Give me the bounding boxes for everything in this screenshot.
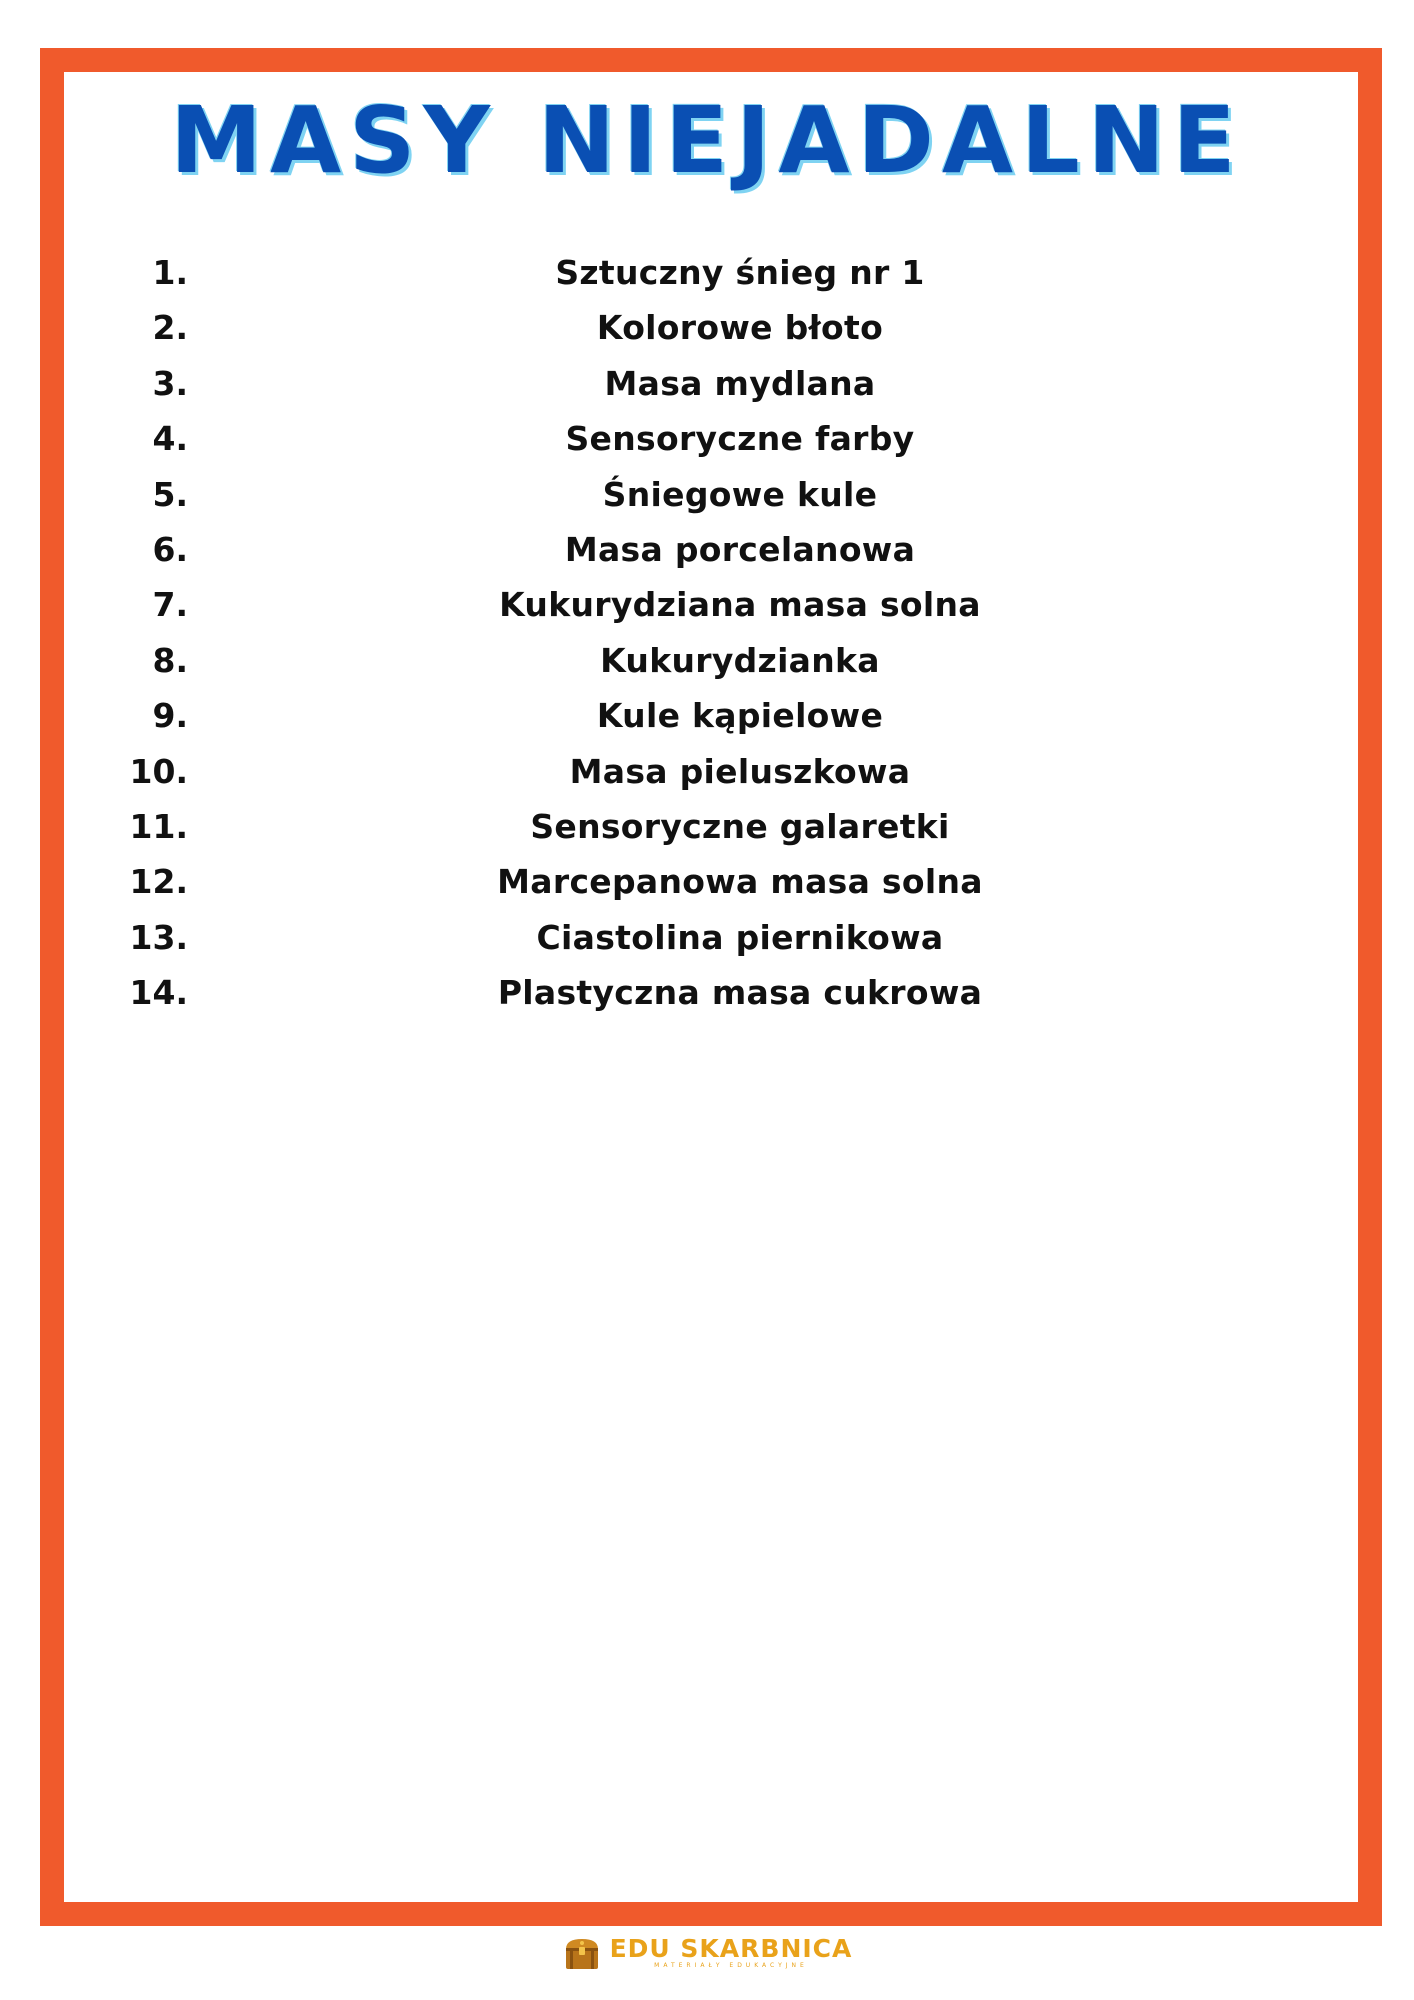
- logo-text: [610, 1936, 853, 1970]
- footer-logo: [0, 1928, 1414, 1978]
- logo-name: EDU SKARBNICA: [609, 1934, 853, 1963]
- list-item: [0, 305, 1414, 360]
- list-item: [0, 859, 1414, 914]
- list-item: [0, 527, 1414, 582]
- item-number: 6.: [152, 529, 188, 569]
- item-name: Sensoryczne farby: [565, 419, 915, 459]
- item-number: 5.: [152, 474, 188, 514]
- masses-list: [0, 250, 1414, 1025]
- list-item: [0, 638, 1414, 693]
- logo-subtitle: MATERIAŁY EDUKACYJNE: [654, 1962, 808, 1969]
- list-item: [0, 416, 1414, 471]
- item-name: Kolorowe błoto: [596, 308, 884, 348]
- item-name: Masa pieluszkowa: [569, 751, 911, 791]
- item-number: 7.: [152, 585, 188, 625]
- item-name: Plastyczna masa cukrowa: [497, 973, 983, 1013]
- item-number: 10.: [129, 751, 188, 791]
- item-number: 13.: [129, 917, 188, 957]
- item-name: Ciastolina piernikowa: [536, 917, 944, 957]
- item-number: 8.: [152, 640, 188, 680]
- item-number: 1.: [152, 253, 188, 292]
- item-number: 11.: [129, 806, 188, 846]
- item-number: 12.: [129, 862, 188, 902]
- item-name: Sensoryczne galaretki: [530, 806, 950, 846]
- item-number: 2.: [152, 308, 188, 348]
- item-name: Masa porcelanowa: [564, 529, 916, 569]
- item-number: 3.: [152, 363, 188, 403]
- list-item: [0, 472, 1414, 527]
- item-number: 9.: [152, 696, 188, 736]
- item-name: Śniegowe kule: [602, 474, 878, 514]
- logo: [562, 1933, 853, 1973]
- item-name: Kule kąpielowe: [596, 696, 884, 736]
- item-name: Masa mydlana: [604, 363, 876, 403]
- item-number: 4.: [152, 419, 188, 459]
- list-item: [0, 804, 1414, 859]
- list-item: [0, 693, 1414, 748]
- item-name: Kukurydziana masa solna: [499, 585, 981, 625]
- list-item: [0, 970, 1414, 1025]
- list-item: [0, 582, 1414, 637]
- item-name: Sztuczny śnieg nr 1: [555, 253, 925, 292]
- treasure-chest-icon: [562, 1933, 602, 1973]
- page-title: MASY NIEJADALNE: [170, 87, 1244, 194]
- item-name: Kukurydzianka: [600, 640, 880, 680]
- list-item: [0, 915, 1414, 970]
- item-name: Marcepanowa masa solna: [497, 862, 983, 902]
- list-item: [0, 250, 1414, 305]
- list-item: [0, 749, 1414, 804]
- item-number: 14.: [129, 973, 188, 1013]
- list-item: [0, 361, 1414, 416]
